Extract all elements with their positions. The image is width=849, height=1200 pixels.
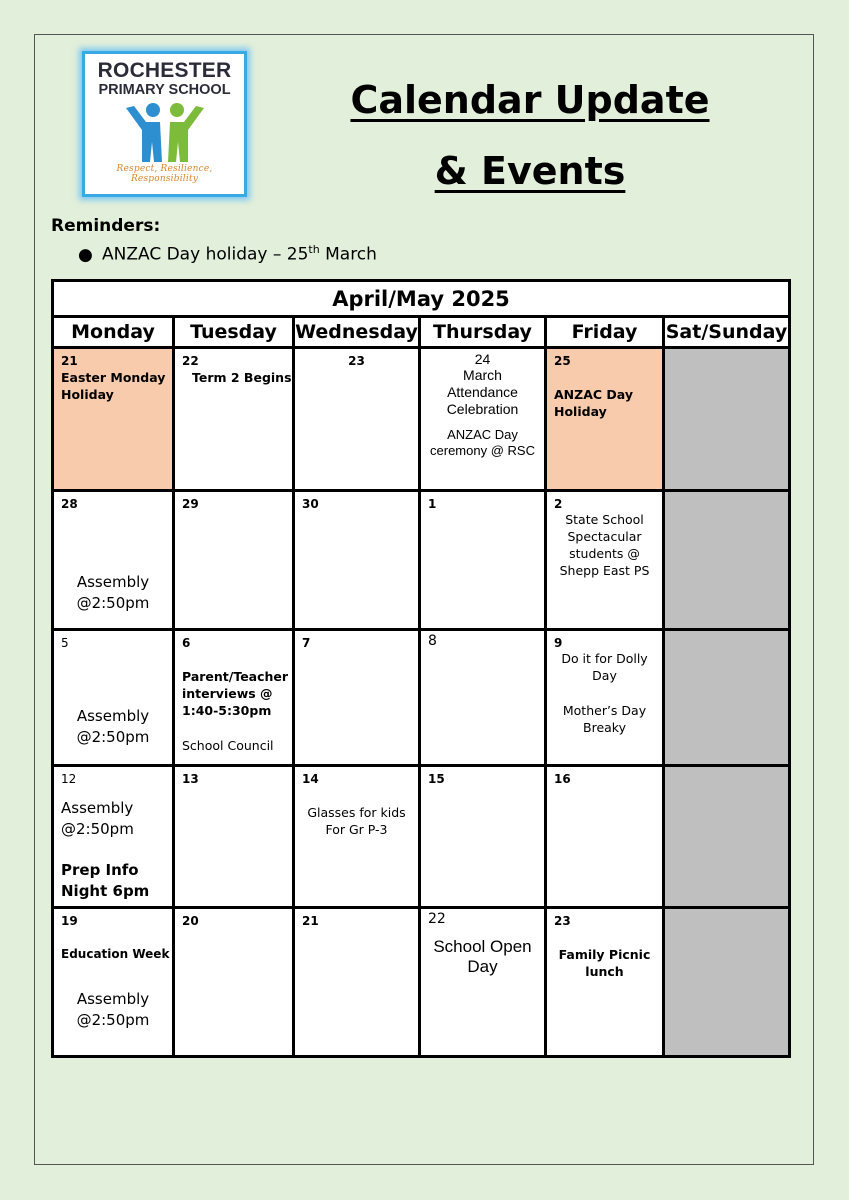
logo-line1: ROCHESTER — [97, 59, 232, 82]
logo-motto: Respect, Resilience, Responsibility — [116, 164, 213, 184]
day-cell: 15 — [420, 766, 546, 908]
day-cell: 29 — [174, 491, 294, 630]
day-cell: 22 Term 2 Begins — [174, 348, 294, 491]
day-cell: 5 Assembly @2:50pm — [53, 630, 174, 766]
week-row — [53, 348, 790, 491]
weekend-cell — [664, 766, 790, 908]
day-cell: 24 March Attendance Celebration ANZAC Day ceremony @ RSC — [420, 348, 546, 491]
weekend-cell — [664, 491, 790, 630]
day-cell: 7 — [294, 630, 420, 766]
weekend-cell — [664, 908, 790, 1057]
day-cell: 23 Family Picnic lunch — [546, 908, 664, 1057]
day-cell: 2 State School Spectacular students @ Shepp East PS — [546, 491, 664, 630]
day-header-weekend: Sat/Sunday — [664, 317, 790, 348]
day-cell: 19 Education Week Assembly @2:50pm — [53, 908, 174, 1057]
calendar-table — [51, 279, 791, 1058]
day-cell: 16 — [546, 766, 664, 908]
day-cell: 20 — [174, 908, 294, 1057]
day-cell: 21 — [294, 908, 420, 1057]
week-row — [53, 491, 790, 630]
day-cell: 25 ANZAC Day Holiday — [546, 348, 664, 491]
day-header-monday: Monday — [53, 317, 174, 348]
children-figures-icon — [120, 100, 210, 164]
day-header-friday: Friday — [546, 317, 664, 348]
day-cell: 1 — [420, 491, 546, 630]
day-cell: 30 — [294, 491, 420, 630]
day-cell: 8 — [420, 630, 546, 766]
day-cell: 6 Parent/Teacher interviews @ 1:40-5:30pm School Council — [174, 630, 294, 766]
weekend-cell — [664, 630, 790, 766]
reminders-heading: Reminders: — [51, 216, 161, 236]
day-header-wednesday: Wednesday — [294, 317, 420, 348]
week-row — [53, 630, 790, 766]
page-title-line1: Calendar Update — [350, 78, 710, 122]
week-row — [53, 908, 790, 1057]
day-cell: 13 — [174, 766, 294, 908]
day-cell: 23 — [294, 348, 420, 491]
day-cell: 12 Assembly @2:50pm Prep Info Night 6pm — [53, 766, 174, 908]
day-cell: 22 School Open Day — [420, 908, 546, 1057]
school-logo — [82, 51, 247, 197]
day-cell: 21 Easter Monday Holiday — [53, 348, 174, 491]
reminder-item: ● ANZAC Day holiday – 25th March — [78, 243, 377, 265]
bullet-icon: ● — [78, 244, 93, 265]
day-cell: 14 Glasses for kids For Gr P-3 — [294, 766, 420, 908]
day-cell: 9 Do it for Dolly Day Mother’s Day Breaky — [546, 630, 664, 766]
logo-line2: PRIMARY SCHOOL — [98, 82, 231, 98]
day-cell: 28 Assembly @2:50pm — [53, 491, 174, 630]
page-title-line2: & Events — [434, 149, 626, 193]
day-header-thursday: Thursday — [420, 317, 546, 348]
day-header-tuesday: Tuesday — [174, 317, 294, 348]
week-row — [53, 766, 790, 908]
weekend-cell — [664, 348, 790, 491]
calendar-month: April/May 2025 — [53, 281, 790, 317]
